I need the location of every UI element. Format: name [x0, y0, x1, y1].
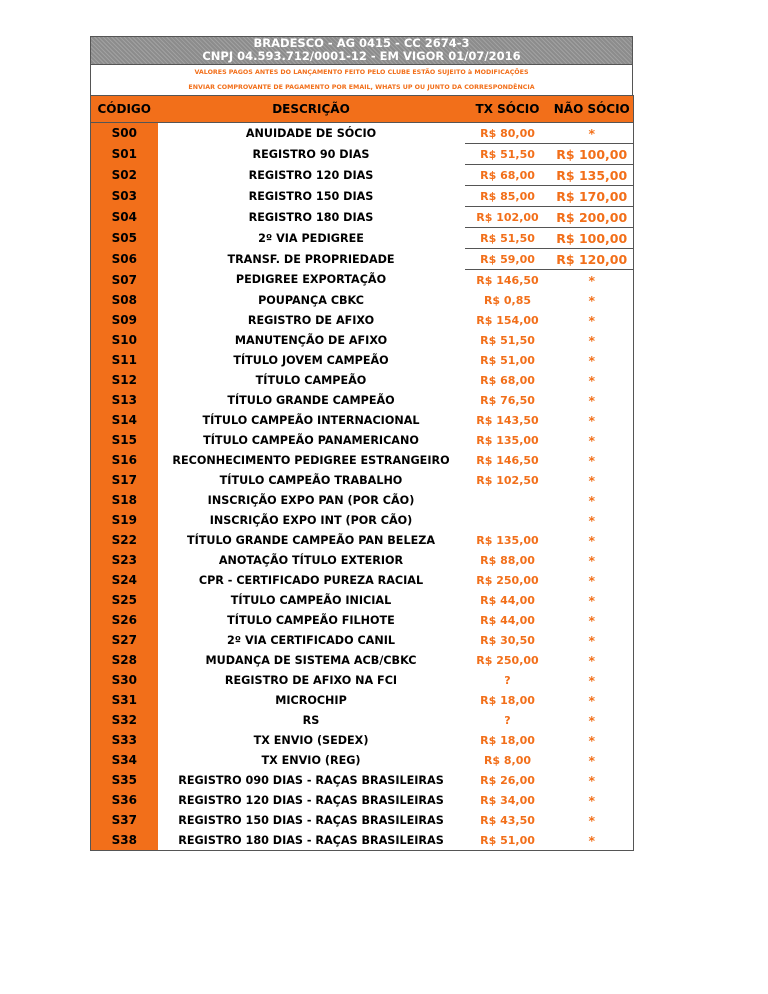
description-cell: MUDANÇA DE SISTEMA ACB/CBKC — [205, 653, 417, 667]
table-row — [91, 510, 634, 530]
member-fee-cell: R$ 102,00 — [465, 207, 551, 228]
member-fee-cell: R$ 146,50 — [476, 453, 539, 467]
non-member-fee-cell: * — [551, 570, 634, 590]
description-cell: INSCRIÇÃO EXPO INT (POR CÃO) — [209, 513, 413, 527]
code-cell: S18 — [91, 490, 158, 510]
member-fee-cell: R$ 51,00 — [480, 353, 535, 367]
member-fee-cell: R$ 30,50 — [480, 633, 535, 647]
member-fee-cell: R$ 34,00 — [480, 793, 535, 807]
member-fee-cell: R$ 18,00 — [480, 693, 535, 707]
non-member-fee-cell: * — [551, 290, 634, 310]
description-cell: ANUIDADE DE SÓCIO — [245, 126, 377, 140]
table-row — [91, 550, 634, 570]
non-member-fee-cell: * — [551, 370, 634, 390]
non-member-fee-cell: * — [551, 810, 634, 830]
non-member-fee-cell: * — [551, 390, 634, 410]
table-row — [91, 207, 634, 228]
code-cell: S12 — [91, 370, 158, 390]
description-cell: REGISTRO 150 DIAS — [248, 189, 374, 203]
table-row — [91, 650, 634, 670]
description-cell: INSCRIÇÃO EXPO PAN (POR CÃO) — [207, 493, 415, 507]
code-cell: S23 — [91, 550, 158, 570]
code-cell: S24 — [91, 570, 158, 590]
member-fee-cell: R$ 154,00 — [476, 313, 539, 327]
description-cell: REGISTRO DE AFIXO NA FCI — [224, 673, 398, 687]
description-cell: 2º VIA PEDIGREE — [258, 231, 364, 245]
code-cell: S15 — [91, 430, 158, 450]
code-cell: S19 — [91, 510, 158, 530]
description-cell: REGISTRO 180 DIAS - RAÇAS BRASILEIRAS — [178, 833, 444, 847]
code-cell: S08 — [91, 290, 158, 310]
table-row — [91, 144, 634, 165]
member-fee-cell: R$ 88,00 — [480, 553, 535, 567]
code-cell: S33 — [91, 730, 158, 750]
non-member-fee-cell: * — [551, 710, 634, 730]
table-row — [91, 410, 634, 430]
member-fee-cell: R$ 8,00 — [483, 753, 532, 767]
member-fee-cell: ? — [504, 673, 511, 687]
code-cell: S00 — [91, 123, 158, 144]
member-fee-cell: R$ 51,50 — [480, 333, 535, 347]
table-row — [91, 370, 634, 390]
non-member-fee-cell: * — [551, 670, 634, 690]
code-cell: S38 — [91, 830, 158, 851]
member-fee-cell: R$ 250,00 — [476, 653, 539, 667]
table-row — [91, 810, 634, 830]
description-cell: TÍTULO CAMPEÃO PANAMERICANO — [203, 433, 419, 447]
table-row — [91, 670, 634, 690]
member-fee-cell: R$ 250,00 — [476, 573, 539, 587]
code-cell: S06 — [91, 249, 158, 270]
code-cell: S11 — [91, 350, 158, 370]
member-fee-cell: R$ 143,50 — [476, 413, 539, 427]
code-cell: S22 — [91, 530, 158, 550]
table-row — [91, 390, 634, 410]
non-member-fee-cell: * — [551, 790, 634, 810]
member-fee-cell: R$ 43,50 — [480, 813, 535, 827]
description-cell: ANOTAÇÃO TÍTULO EXTERIOR — [218, 553, 404, 567]
code-cell: S07 — [91, 270, 158, 291]
description-cell: REGISTRO 120 DIAS — [248, 168, 374, 182]
table-row — [91, 249, 634, 270]
bank-banner — [90, 36, 633, 64]
code-cell: S16 — [91, 450, 158, 470]
description-cell: TÍTULO CAMPEÃO INICIAL — [230, 593, 392, 607]
description-cell: 2º VIA CERTIFICADO CANIL — [226, 633, 395, 647]
code-cell: S26 — [91, 610, 158, 630]
non-member-fee-cell: * — [551, 690, 634, 710]
description-cell: RECONHECIMENTO PEDIGREE ESTRANGEIRO — [172, 453, 450, 467]
column-header-non-member-fee: NÃO SÓCIO — [551, 96, 634, 123]
member-fee-cell: R$ 0,85 — [483, 293, 532, 307]
table-row — [91, 186, 634, 207]
member-fee-cell: R$ 135,00 — [476, 433, 539, 447]
non-member-fee-cell: R$ 135,00 — [551, 165, 634, 186]
code-cell: S02 — [91, 165, 158, 186]
code-cell: S17 — [91, 470, 158, 490]
code-cell: S30 — [91, 670, 158, 690]
description-cell: TÍTULO GRANDE CAMPEÃO PAN BELEZA — [187, 533, 435, 547]
non-member-fee-cell: * — [551, 510, 634, 530]
description-cell: REGISTRO 090 DIAS - RAÇAS BRASILEIRAS — [178, 773, 444, 787]
column-header-description: DESCRIÇÃO — [158, 96, 465, 123]
note-payment-proof: ENVIAR COMPROVANTE DE PAGAMENTO POR EMAIL, WHATS UP OU JUNTO DA CORRESPONDÊNCIA — [188, 84, 535, 91]
code-cell: S10 — [91, 330, 158, 350]
table-row — [91, 490, 634, 510]
description-cell: REGISTRO 150 DIAS - RAÇAS BRASILEIRAS — [178, 813, 444, 827]
non-member-fee-cell: * — [551, 830, 634, 851]
member-fee-cell: R$ 44,00 — [480, 593, 535, 607]
code-cell: S35 — [91, 770, 158, 790]
code-cell: S36 — [91, 790, 158, 810]
table-row — [91, 350, 634, 370]
non-member-fee-cell: * — [551, 610, 634, 630]
member-fee-cell: R$ 51,50 — [465, 144, 551, 165]
member-fee-cell: R$ 76,50 — [480, 393, 535, 407]
table-row — [91, 730, 634, 750]
description-cell: TÍTULO JOVEM CAMPEÃO — [233, 353, 389, 367]
table-row — [91, 270, 634, 291]
fee-table-header — [91, 96, 634, 123]
table-row — [91, 750, 634, 770]
member-fee-cell: R$ 51,00 — [480, 833, 535, 847]
table-row — [91, 710, 634, 730]
description-cell: REGISTRO 90 DIAS — [252, 147, 370, 161]
member-fee-cell — [465, 510, 551, 530]
member-fee-cell: R$ 80,00 — [465, 123, 551, 144]
table-row — [91, 123, 634, 144]
cnpj-line: CNPJ 04.593.712/0001-12 - EM VIGOR 01/07/2016 — [202, 49, 521, 63]
description-cell: CPR - CERTIFICADO PUREZA RACIAL — [198, 573, 424, 587]
member-fee-cell: R$ 18,00 — [480, 733, 535, 747]
notes-block — [90, 64, 633, 95]
non-member-fee-cell: * — [551, 730, 634, 750]
description-cell: MICROCHIP — [275, 693, 347, 707]
non-member-fee-cell: * — [551, 590, 634, 610]
description-cell: TÍTULO CAMPEÃO FILHOTE — [227, 613, 395, 627]
member-fee-cell: ? — [504, 713, 511, 727]
non-member-fee-cell: * — [551, 350, 634, 370]
code-cell: S04 — [91, 207, 158, 228]
code-cell: S34 — [91, 750, 158, 770]
member-fee-cell: R$ 68,00 — [480, 373, 535, 387]
non-member-fee-cell: * — [551, 470, 634, 490]
table-row — [91, 830, 634, 851]
non-member-fee-cell: * — [551, 630, 634, 650]
non-member-fee-cell: * — [551, 123, 634, 144]
non-member-fee-cell: * — [551, 410, 634, 430]
description-cell: TX ENVIO (SEDEX) — [253, 733, 369, 747]
note-prices: VALORES PAGOS ANTES DO LANÇAMENTO FEITO PELO CLUBE ESTÃO SUJEITO à MODIFICAÇÕES — [194, 69, 529, 76]
table-row — [91, 470, 634, 490]
table-row — [91, 530, 634, 550]
table-row — [91, 630, 634, 650]
description-cell: TÍTULO CAMPEÃO INTERNACIONAL — [202, 413, 420, 427]
description-cell: RS — [302, 713, 320, 727]
non-member-fee-cell: * — [551, 750, 634, 770]
code-cell: S03 — [91, 186, 158, 207]
member-fee-cell: R$ 44,00 — [480, 613, 535, 627]
column-header-member-fee: TX SÓCIO — [465, 96, 551, 123]
member-fee-cell: R$ 51,50 — [465, 228, 551, 249]
description-cell: REGISTRO DE AFIXO — [247, 313, 375, 327]
table-row — [91, 290, 634, 310]
non-member-fee-cell: R$ 170,00 — [551, 186, 634, 207]
non-member-fee-cell: * — [551, 650, 634, 670]
table-row — [91, 770, 634, 790]
member-fee-cell: R$ 146,50 — [476, 273, 539, 287]
code-cell: S09 — [91, 310, 158, 330]
bank-account-line: BRADESCO - AG 0415 - CC 2674-3 — [253, 36, 470, 50]
fee-table-body — [91, 123, 634, 851]
column-header-code: CÓDIGO — [91, 96, 158, 123]
description-cell: TRANSF. DE PROPRIEDADE — [227, 252, 395, 266]
fee-table — [90, 95, 634, 851]
table-row — [91, 610, 634, 630]
code-cell: S28 — [91, 650, 158, 670]
non-member-fee-cell: * — [551, 430, 634, 450]
table-row — [91, 590, 634, 610]
code-cell: S32 — [91, 710, 158, 730]
code-cell: S25 — [91, 590, 158, 610]
non-member-fee-cell: R$ 120,00 — [551, 249, 634, 270]
non-member-fee-cell: * — [551, 310, 634, 330]
description-cell: REGISTRO 180 DIAS — [248, 210, 374, 224]
code-cell: S05 — [91, 228, 158, 249]
non-member-fee-cell: * — [551, 450, 634, 470]
member-fee-cell: R$ 102,50 — [476, 473, 539, 487]
code-cell: S13 — [91, 390, 158, 410]
description-cell: POUPANÇA CBKC — [258, 293, 364, 307]
description-cell: TÍTULO CAMPEÃO TRABALHO — [219, 473, 403, 487]
description-cell: REGISTRO 120 DIAS - RAÇAS BRASILEIRAS — [178, 793, 444, 807]
table-row — [91, 430, 634, 450]
code-cell: S37 — [91, 810, 158, 830]
table-row — [91, 310, 634, 330]
table-row — [91, 330, 634, 350]
table-row — [91, 570, 634, 590]
description-cell: TÍTULO GRANDE CAMPEÃO — [227, 393, 395, 407]
description-cell: PEDIGREE EXPORTAÇÃO — [235, 273, 387, 287]
code-cell: S27 — [91, 630, 158, 650]
table-row — [91, 165, 634, 186]
table-row — [91, 790, 634, 810]
description-cell: TÍTULO CAMPEÃO — [255, 373, 367, 387]
table-row — [91, 228, 634, 249]
non-member-fee-cell: * — [551, 490, 634, 510]
price-sheet — [90, 36, 633, 851]
non-member-fee-cell: R$ 200,00 — [551, 207, 634, 228]
code-cell: S31 — [91, 690, 158, 710]
non-member-fee-cell: * — [551, 330, 634, 350]
non-member-fee-cell: * — [551, 270, 634, 291]
code-cell: S01 — [91, 144, 158, 165]
member-fee-cell: R$ 26,00 — [480, 773, 535, 787]
non-member-fee-cell: * — [551, 770, 634, 790]
member-fee-cell: R$ 135,00 — [476, 533, 539, 547]
table-row — [91, 690, 634, 710]
member-fee-cell — [465, 490, 551, 510]
member-fee-cell: R$ 59,00 — [465, 249, 551, 270]
non-member-fee-cell: R$ 100,00 — [551, 144, 634, 165]
description-cell: MANUTENÇÃO DE AFIXO — [234, 333, 388, 347]
non-member-fee-cell: R$ 100,00 — [551, 228, 634, 249]
table-row — [91, 450, 634, 470]
non-member-fee-cell: * — [551, 550, 634, 570]
code-cell: S14 — [91, 410, 158, 430]
member-fee-cell: R$ 68,00 — [465, 165, 551, 186]
non-member-fee-cell: * — [551, 530, 634, 550]
member-fee-cell: R$ 85,00 — [465, 186, 551, 207]
description-cell: TX ENVIO (REG) — [261, 753, 361, 767]
